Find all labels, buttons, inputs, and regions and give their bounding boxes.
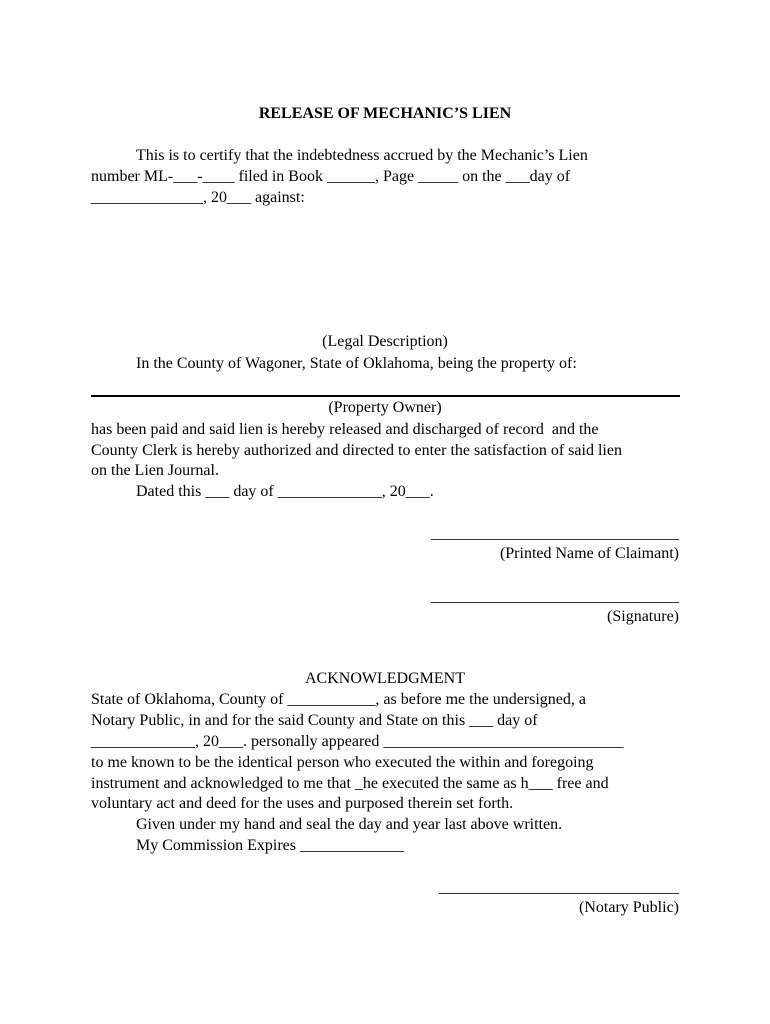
release-line-3: on the Lien Journal. [91, 462, 219, 479]
dated-line: Dated this ___ day of _____________, 20___. [136, 483, 434, 500]
commission-line: My Commission Expires _____________ [136, 837, 405, 854]
certify-line-2: number ML-___-____ filed in Book ______, Page _____ on the ___day of [91, 168, 571, 185]
property-owner-label: (Property Owner) [328, 399, 442, 416]
release-line-2: County Clerk is hereby authorized and directed to enter the satisfaction of said lien [91, 442, 622, 459]
acknowledgment-line-6: voluntary act and deed for the uses and purposed therein set forth. [91, 795, 514, 812]
acknowledgment-line-4: to me known to be the identical person who executed the within and foregoing [91, 754, 594, 771]
certify-line-3: ______________, 20___ against: [91, 189, 305, 206]
certify-line-1: This is to certify that the indebtedness accrued by the Mechanic’s Lien [136, 147, 588, 164]
acknowledgment-line-5: instrument and acknowledged to me that _he executed the same as h___ free and [91, 775, 609, 792]
county-line: In the County of Wagoner, State of Oklahoma, being the property of: [136, 355, 577, 372]
given-line: Given under my hand and seal the day and year last above written. [136, 816, 563, 833]
legal-description-label: (Legal Description) [322, 333, 448, 350]
acknowledgment-line-2: Notary Public, in and for the said County and State on this ___ day of [91, 712, 538, 729]
acknowledgment-title: ACKNOWLEDGMENT [305, 670, 465, 687]
claimant-name-blank: _______________________________ [431, 525, 679, 542]
release-line-1: has been paid and said lien is hereby released and discharged of record and the [91, 421, 599, 438]
notary-label: (Notary Public) [579, 899, 679, 916]
property-owner-rule [91, 395, 680, 397]
document-title: RELEASE OF MECHANIC’S LIEN [258, 105, 512, 122]
signature-label: (Signature) [607, 608, 679, 625]
signature-blank: _______________________________ [431, 588, 679, 605]
notary-blank: ______________________________ [439, 879, 679, 896]
claimant-name-label: (Printed Name of Claimant) [499, 545, 679, 562]
acknowledgment-line-1: State of Oklahoma, County of ___________, as before me the undersigned, a [91, 691, 586, 708]
acknowledgment-line-3: _____________, 20___. personally appeared ______________________________ [91, 733, 624, 750]
